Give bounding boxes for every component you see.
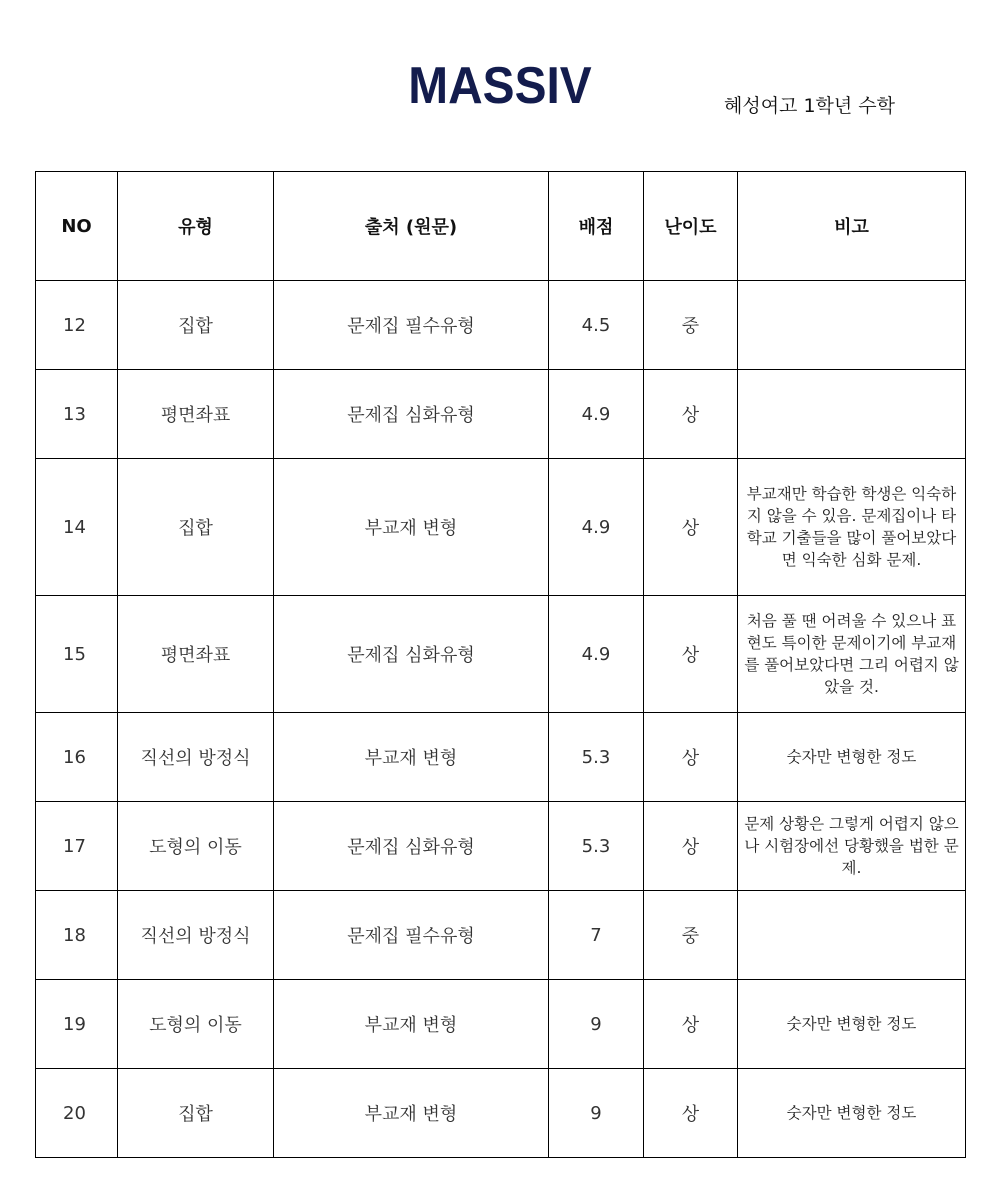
cell-score: 5.3 [549, 802, 644, 891]
cell-no: 17 [36, 802, 118, 891]
cell-note: 숫자만 변형한 정도 [738, 713, 966, 802]
table-row [36, 1069, 966, 1158]
cell-no: 12 [36, 281, 118, 370]
cell-note: 문제 상황은 그렇게 어렵지 않으나 시험장에선 당황했을 법한 문제. [738, 802, 966, 891]
cell-score: 4.9 [549, 596, 644, 713]
cell-type: 도형의 이동 [118, 802, 274, 891]
table-row [36, 713, 966, 802]
cell-note [738, 891, 966, 980]
table-row [36, 281, 966, 370]
column-header-no: NO [36, 172, 118, 281]
table-row [36, 596, 966, 713]
cell-source: 문제집 심화유형 [274, 370, 549, 459]
cell-difficulty: 중 [644, 281, 738, 370]
cell-difficulty: 상 [644, 802, 738, 891]
cell-note: 숫자만 변형한 정도 [738, 1069, 966, 1158]
table-row [36, 980, 966, 1069]
cell-difficulty: 상 [644, 713, 738, 802]
cell-difficulty: 상 [644, 1069, 738, 1158]
cell-type: 집합 [118, 459, 274, 596]
cell-type: 직선의 방정식 [118, 891, 274, 980]
cell-difficulty: 상 [644, 980, 738, 1069]
document-subtitle: 혜성여고 1학년 수학 [724, 95, 895, 117]
cell-no: 18 [36, 891, 118, 980]
cell-note [738, 370, 966, 459]
cell-score: 4.9 [549, 459, 644, 596]
cell-note: 숫자만 변형한 정도 [738, 980, 966, 1069]
cell-difficulty: 중 [644, 891, 738, 980]
cell-type: 집합 [118, 281, 274, 370]
cell-type: 집합 [118, 1069, 274, 1158]
cell-source: 문제집 심화유형 [274, 802, 549, 891]
cell-source: 문제집 필수유형 [274, 281, 549, 370]
cell-source: 부교재 변형 [274, 459, 549, 596]
cell-source: 부교재 변형 [274, 980, 549, 1069]
cell-score: 4.9 [549, 370, 644, 459]
cell-source: 부교재 변형 [274, 713, 549, 802]
brand-logo: MASSIV [408, 57, 592, 115]
cell-note: 처음 풀 땐 어려울 수 있으나 표현도 특이한 문제이기에 부교재를 풀어보았다면 그리 어렵지 않았을 것. [738, 596, 966, 713]
cell-type: 도형의 이동 [118, 980, 274, 1069]
table-row [36, 891, 966, 980]
table-row [36, 802, 966, 891]
cell-difficulty: 상 [644, 370, 738, 459]
table-row [36, 459, 966, 596]
column-header-note: 비고 [738, 172, 966, 281]
cell-note [738, 281, 966, 370]
cell-score: 4.5 [549, 281, 644, 370]
column-header-score: 배점 [549, 172, 644, 281]
column-header-source: 출처 (원문) [274, 172, 549, 281]
cell-source: 문제집 필수유형 [274, 891, 549, 980]
cell-difficulty: 상 [644, 596, 738, 713]
table-header-row [36, 172, 966, 281]
cell-type: 평면좌표 [118, 370, 274, 459]
cell-source: 부교재 변형 [274, 1069, 549, 1158]
cell-score: 7 [549, 891, 644, 980]
column-header-difficulty: 난이도 [644, 172, 738, 281]
column-header-type: 유형 [118, 172, 274, 281]
cell-no: 19 [36, 980, 118, 1069]
cell-score: 9 [549, 980, 644, 1069]
cell-score: 9 [549, 1069, 644, 1158]
cell-score: 5.3 [549, 713, 644, 802]
cell-no: 15 [36, 596, 118, 713]
exam-analysis-table [35, 171, 966, 1158]
cell-note: 부교재만 학습한 학생은 익숙하지 않을 수 있음. 문제집이나 타학교 기출들을 많이 풀어보았다면 익숙한 심화 문제. [738, 459, 966, 596]
cell-no: 13 [36, 370, 118, 459]
cell-no: 16 [36, 713, 118, 802]
cell-type: 평면좌표 [118, 596, 274, 713]
cell-no: 20 [36, 1069, 118, 1158]
cell-difficulty: 상 [644, 459, 738, 596]
cell-no: 14 [36, 459, 118, 596]
cell-type: 직선의 방정식 [118, 713, 274, 802]
table-row [36, 370, 966, 459]
cell-source: 문제집 심화유형 [274, 596, 549, 713]
